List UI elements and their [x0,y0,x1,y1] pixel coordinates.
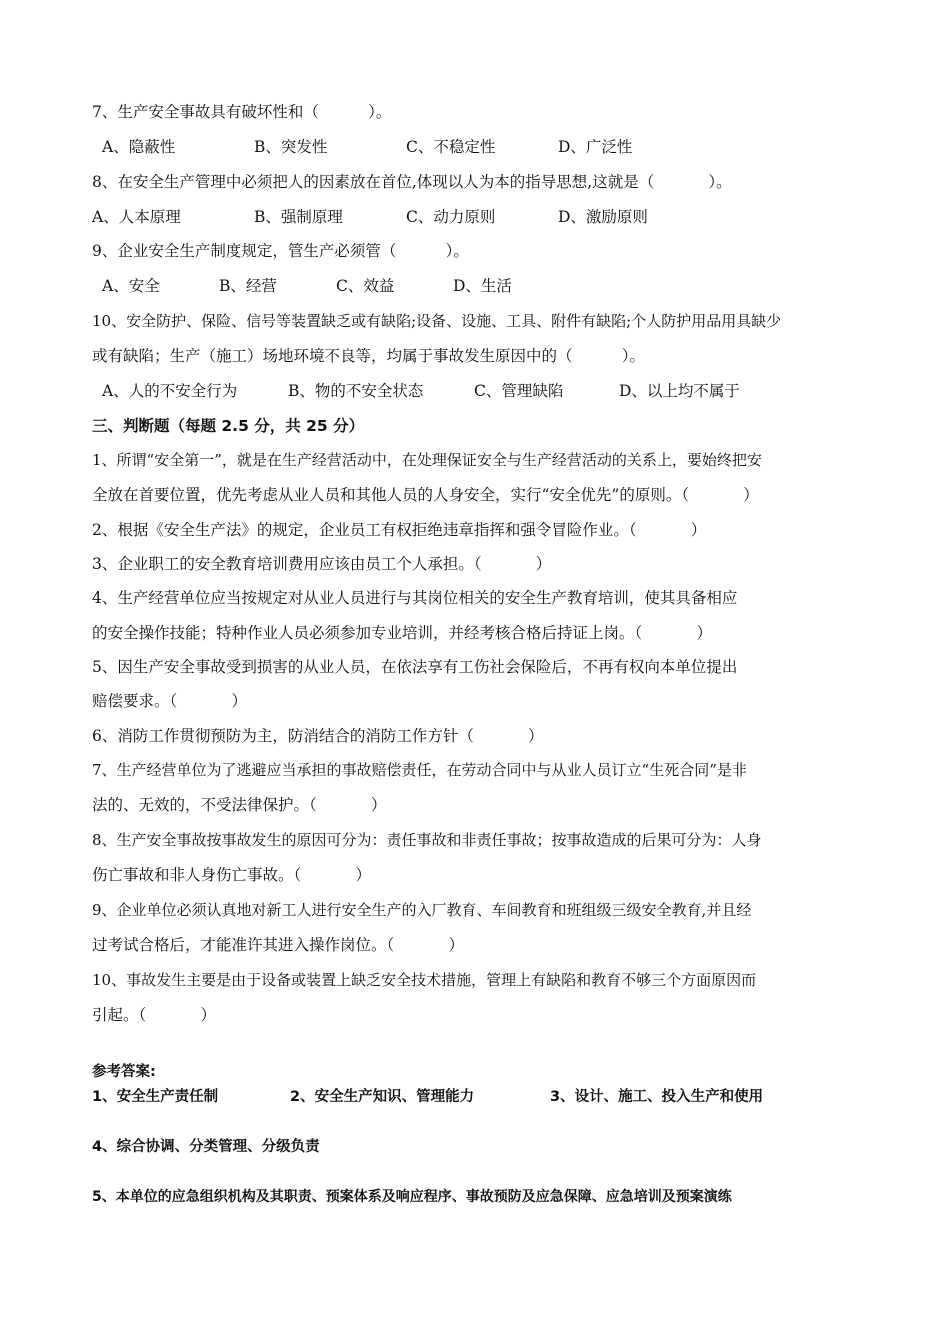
tf-9-line1: 9、企业单位必须认真地对新工人进行安全生产的入厂教育、车间教育和班组级三级安全教育,并且经 [92,901,752,919]
option-d: D、以上均不属于 [619,382,740,400]
tf-8-line1: 8、生产安全事故按事故发生的原因可分为：责任事故和非责任事故；按事故造成的后果可分为：人身 [92,831,762,849]
question-7: 7、生产安全事故具有破坏性和（ ）。 [92,103,392,121]
tf-10-line2: 引起。（ ） [92,1006,216,1024]
tf-1-line2: 全放在首要位置，优先考虑从业人员和其他人员的人身安全，实行“安全优先”的原则。（ ） [92,486,759,504]
tf-4-line2: 的安全操作技能；特种作业人员必须参加专业培训，并经考核合格后持证上岗。（ ） [92,624,712,642]
question-9-options [102,276,512,296]
option-a: A、安全 [102,277,160,295]
option-d: D、广泛性 [558,138,633,156]
answer-4: 4、综合协调、分类管理、分级负责 [92,1139,320,1155]
tf-10-line1: 10、事故发生主要是由于设备或装置上缺乏安全技术措施，管理上有缺陷和教育不够三个方面原因而 [92,971,757,989]
answer-3: 3、设计、施工、投入生产和使用 [550,1089,764,1105]
option-c: C、效益 [336,277,395,295]
option-b: B、物的不安全状态 [288,382,424,400]
tf-9-line2: 过考试合格后，才能准许其进入操作岗位。（ ） [92,936,464,954]
tf-7-line1: 7、生产经营单位为了逃避应当承担的事故赔偿责任，在劳动合同中与从业人员订立“生死合同”是非 [92,761,747,779]
tf-5-line1: 5、因生产安全事故受到损害的从业人员，在依法享有工伤社会保险后，不再有权向本单位提出 [92,658,738,676]
option-a: A、隐蔽性 [102,138,176,156]
question-7-options [102,137,632,157]
question-10-options [102,381,740,401]
option-a: A、人本原理 [92,208,181,226]
option-d: D、生活 [453,277,512,295]
tf-2: 2、根据《安全生产法》的规定，企业员工有权拒绝违章指挥和强令冒险作业。（ ） [92,521,707,539]
tf-5-line2: 赔偿要求。（ ） [92,692,247,710]
option-b: B、突发性 [254,138,328,156]
option-d: D、激励原则 [558,208,648,226]
tf-4-line1: 4、生产经营单位应当按规定对从业人员进行与其岗位相关的安全生产教育培训，使其具备相应 [92,589,738,607]
question-8-options [92,207,648,227]
section-title-true-false: 三、判断题（每题 2.5 分，共 25 分） [92,417,365,435]
tf-8-line2: 伤亡事故和非人身伤亡事故。（ ） [92,866,371,884]
answer-5: 5、本单位的应急组织机构及其职责、预案体系及响应程序、事故预防及应急保障、应急培训及预案演练 [92,1189,732,1205]
option-b: B、强制原理 [254,208,343,226]
question-10-cont: 或有缺陷；生产（施工）场地环境不良等，均属于事故发生原因中的（ ）。 [92,347,646,365]
option-b: B、经营 [219,277,277,295]
option-c: C、不稳定性 [406,138,496,156]
tf-7-line2: 法的、无效的，不受法律保护。（ ） [92,796,387,814]
option-a: A、人的不安全行为 [102,382,238,400]
answer-1: 1、安全生产责任制 [92,1089,219,1105]
tf-3: 3、企业职工的安全教育培训费用应该由员工个人承担。（ ） [92,555,552,573]
tf-6: 6、消防工作贯彻预防为主，防消结合的消防工作方针（ ） [92,727,544,745]
question-8: 8、在安全生产管理中必须把人的因素放在首位,体现以人为本的指导思想,这就是（ ）。 [92,173,732,191]
tf-1-line1: 1、所谓“安全第一”，就是在生产经营活动中，在处理保证安全与生产经营活动的关系上，要始终把安 [92,451,762,469]
answer-2: 2、安全生产知识、管理能力 [290,1089,475,1105]
option-c: C、管理缺陷 [474,382,564,400]
option-c: C、动力原则 [406,208,496,226]
question-10: 10、安全防护、保险、信号等装置缺乏或有缺陷;设备、设施、工具、附件有缺陷;个人防护用品用具缺少 [92,312,782,330]
answers-title: 参考答案: [92,1064,156,1080]
question-9: 9、企业安全生产制度规定，管生产必须管（ ）。 [92,242,469,260]
